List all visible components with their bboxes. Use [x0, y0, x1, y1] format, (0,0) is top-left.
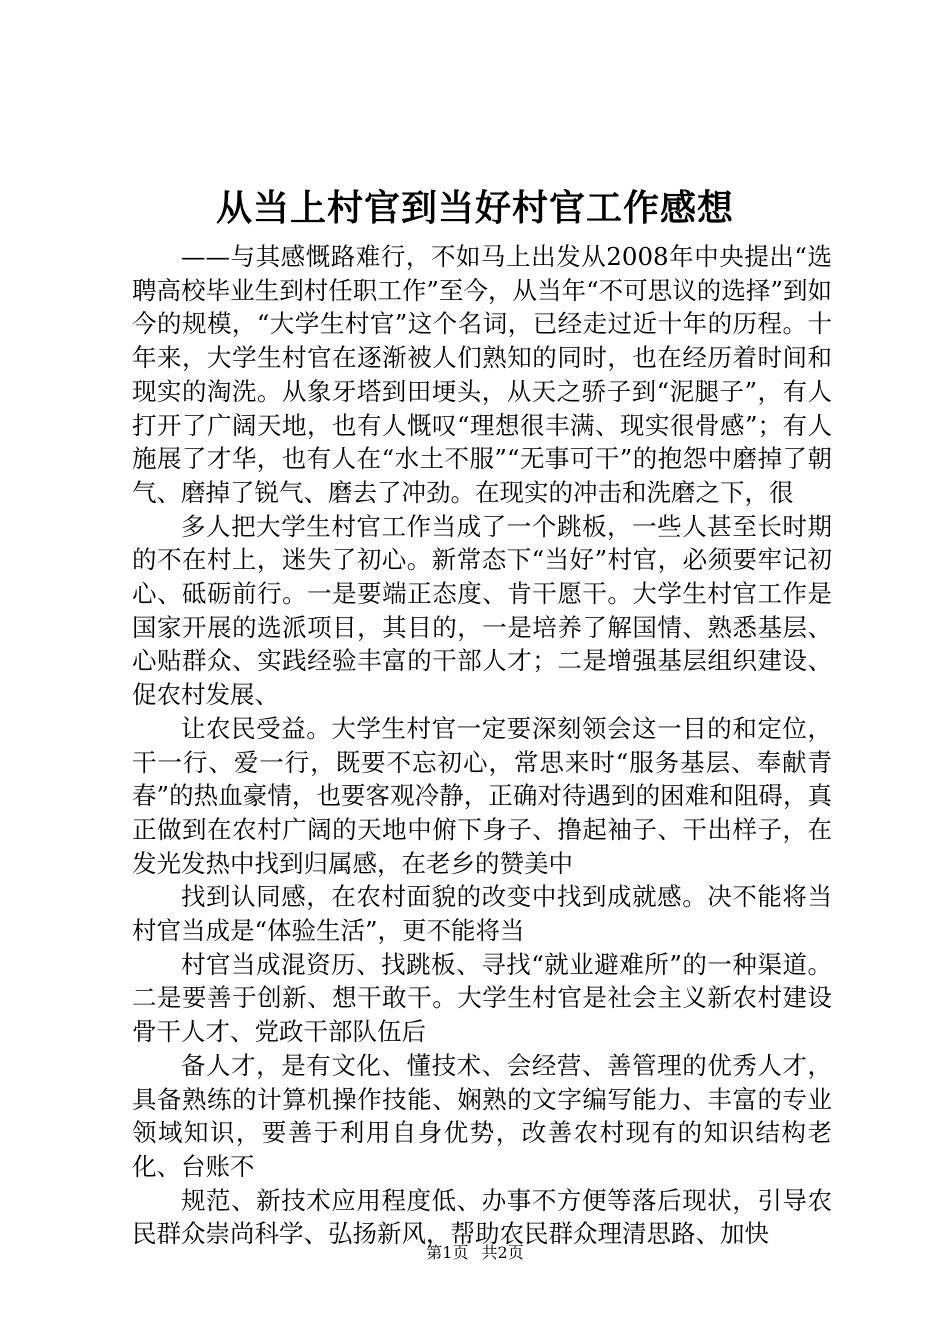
paragraph-5: 村官当成混资历、找跳板、寻找“就业避难所”的一种渠道。二是要善于创新、想干敢干。大学生村官是社会主义新农村建设骨干人才、党政干部队伍后 [132, 949, 832, 1047]
paragraph-1: ——与其感慨路难行，不如马上出发从2008年中央提出“选聘高校毕业生到村任职工作”至今，从当年“不可思议的选择”到如今的规模，“大学生村官”这个名词，已经走过近十年的历程。十年来，大学生村官在逐渐被人们熟知的同时，也在经历着时间和现实的淘洗。从象牙塔到田埂头，从天之骄子到“泥腿子”，有人打开了广阔天地，也有人慨叹“理想很丰满、现实很骨感”；有人施展了才华，也有人在“水土不服”“无事可干”的抱怨中磨掉了朝气、磨掉了锐气、磨去了冲劲。在现实的冲击和洗磨之下，很 [132, 242, 832, 507]
page-number: 第1页 [426, 1243, 469, 1262]
page-total: 共2页 [481, 1243, 524, 1262]
paragraph-2: 多人把大学生村官工作当成了一个跳板，一些人甚至长时期的不在村上，迷失了初心。新常态下“当好”村官，必须要牢记初心、砥砺前行。一是要端正态度、肯干愿干。大学生村官工作是国家开展的选派项目，其目的，一是培养了解国情、熟悉基层、心贴群众、实践经验丰富的干部人才；二是增强基层组织建设、促农村发展、 [132, 511, 832, 710]
paragraph-4: 找到认同感，在农村面貌的改变中找到成就感。决不能将当村官当成是“体验生活”，更不能将当 [132, 882, 832, 946]
document-title: 从当上村官到当好村官工作感想 [215, 187, 734, 229]
paragraph-7: 规范、新技术应用程度低、办事不方便等落后现状，引导农民群众崇尚科学、弘扬新风，帮助农民群众理清思路、加快 [132, 1185, 832, 1249]
page-footer [0, 1242, 950, 1264]
document-body [132, 240, 832, 1251]
paragraph-3: 让农民受益。大学生村官一定要深刻领会这一目的和定位，干一行、爱一行，既要不忘初心，常思来时“服务基层、奉献青春”的热血豪情，也要客观冷静，正确对待遇到的困难和阻碍，真正做到在农村广阔的天地中俯下身子、撸起袖子、干出样子，在发光发热中找到归属感，在老乡的赞美中 [132, 713, 832, 878]
paragraph-6: 备人才，是有文化、懂技术、会经营、善管理的优秀人才，具备熟练的计算机操作技能、娴熟的文字编写能力、丰富的专业领域知识，要善于利用自身优势，改善农村现有的知识结构老化、台账不 [132, 1050, 832, 1181]
